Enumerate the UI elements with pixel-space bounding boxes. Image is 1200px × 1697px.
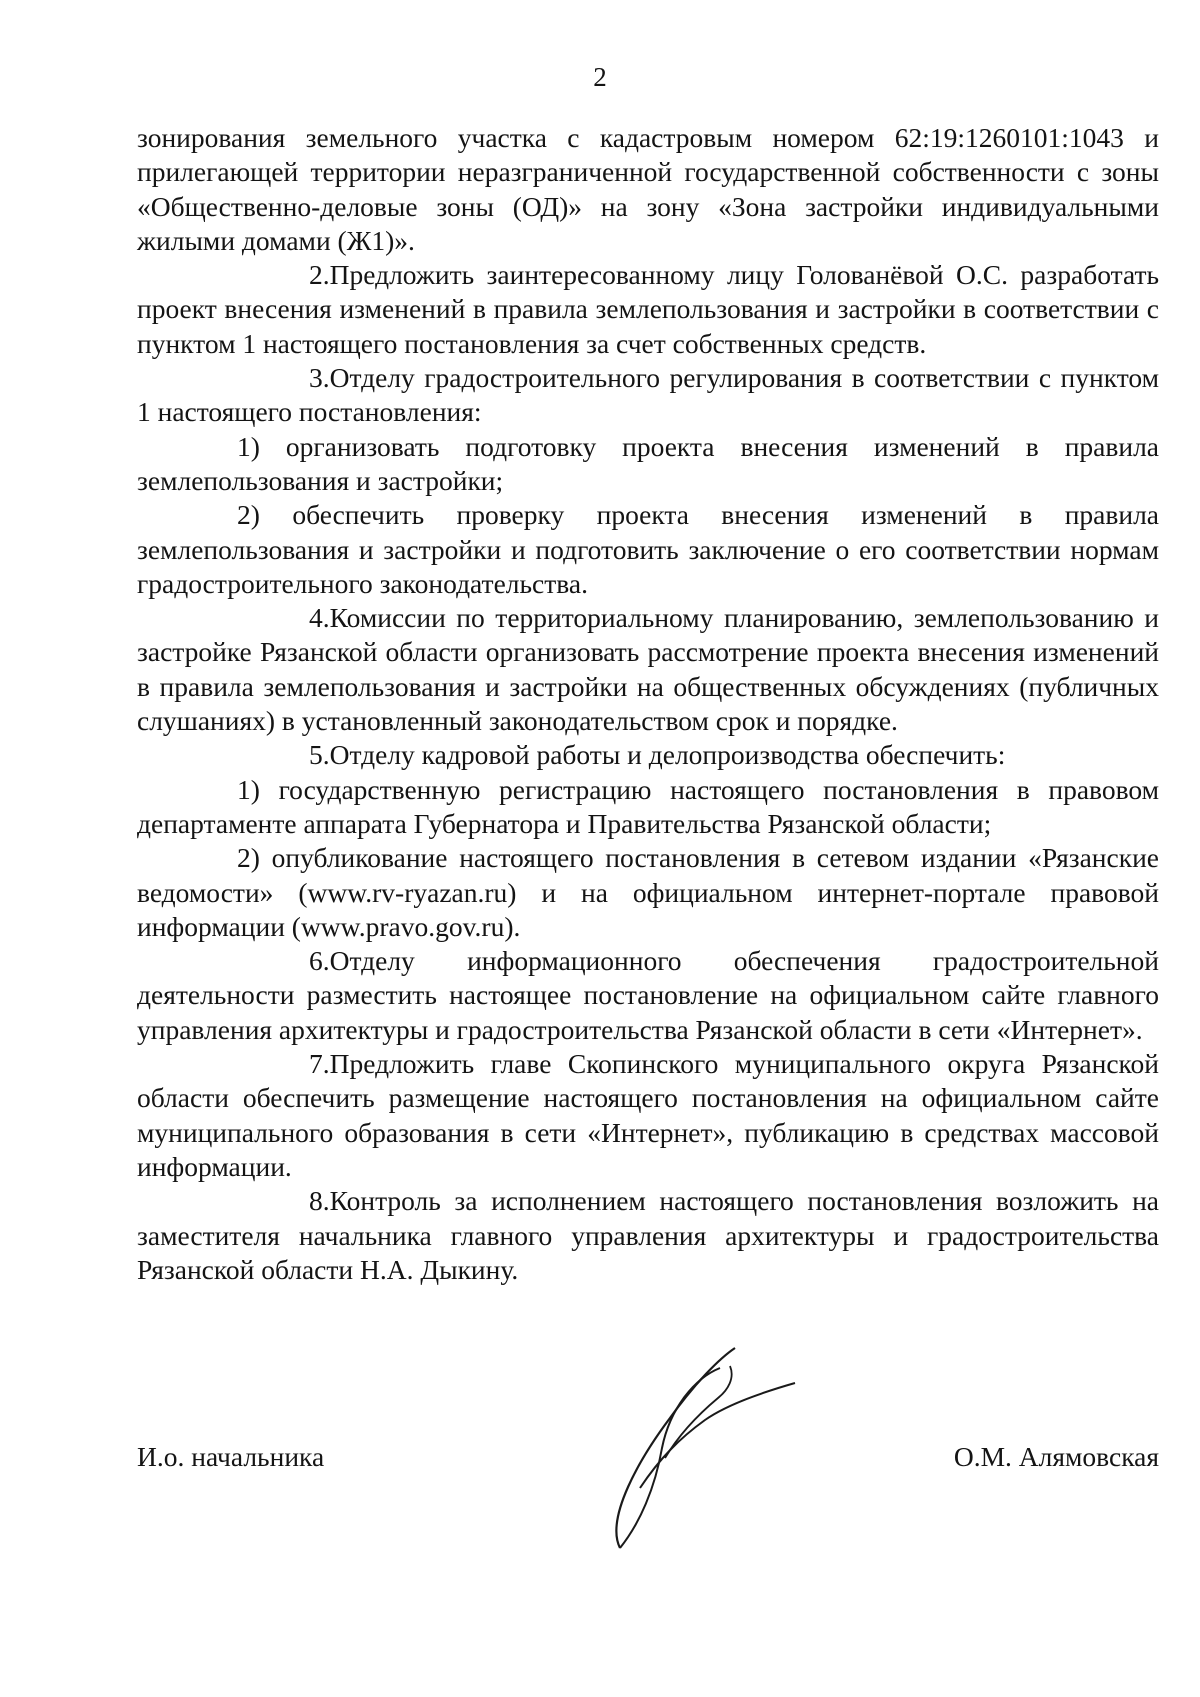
clause-text: Контроль за исполнением настоящего постановления возложить на заместителя начальника главного управления архитектуры и градостроительства Рязанской области Н.А. Дыкину. [137,1185,1159,1285]
clause-text: Отделу градостроительного регулирования в соответствии с пунктом 1 настоящего постановления: [137,362,1159,428]
clause-number: 4. [309,602,330,634]
subclause-text: организовать подготовку проекта внесения изменений в правила землепользования и застройки; [137,430,1160,496]
clause-text: Комиссии по территориальному планированию, землепользованию и застройке Рязанской области организовать рассмотрение проекта внесения изменений в правила землепользования и застройки на общественных обсуждениях (публичных слушаниях) в установленный законодательством срок и порядке. [137,602,1159,737]
clause-5 [137,738,1159,772]
clause-7 [137,1047,1159,1184]
signatory-position: И.о. начальника [137,1441,325,1472]
subclause-number: 1) [237,773,260,805]
clause-number: 2. [309,259,330,291]
subclause-5-2 [137,841,1159,944]
clause-2 [137,258,1159,361]
subclause-text: государственную регистрацию настоящего постановления в правовом департаменте аппарата Губернатора и Правительства Рязанской области; [137,773,1160,839]
subclause-number: 2) [237,499,260,531]
document-body [137,121,1159,1287]
clause-text: Предложить заинтересованному лицу Голованёвой О.С. разработать проект внесения изменений в правила землепользования и застройки в соответствии с пунктом 1 настоящего постановления за счет собственных средств. [137,259,1159,359]
subclause-text: обеспечить проверку проекта внесения изменений в правила землепользования и застройки и подготовить заключение о его соответствии нормам градостроительного законодательства. [137,499,1160,599]
clause-number: 6. [309,945,330,977]
clause-number: 7. [309,1048,330,1080]
clause-6 [137,944,1159,1047]
subclause-text: опубликование настоящего постановления в сетевом издании «Рязанские ведомости» (www.rv-ryazan.ru) и на официальном интернет-портале правовой информации (www.pravo.gov.ru). [137,842,1160,942]
clause-number: 8. [309,1185,330,1217]
clause-number: 5. [309,739,330,771]
clause-text: Отделу кадровой работы и делопроизводства обеспечить: [329,739,1006,771]
clause-8 [137,1184,1159,1287]
clause-4 [137,601,1159,738]
subclause-5-1 [137,773,1159,842]
clause-text: Предложить главе Скопинского муниципального округа Рязанской области обеспечить размещение настоящего постановления на официальном сайте муниципального образования в сети «Интернет», публикацию в средствах массовой информации. [137,1048,1159,1182]
clause-number: 3. [309,362,330,394]
subclause-3-1 [137,430,1159,499]
clause-text: Отделу информационного обеспечения градостроительной деятельности разместить настоящее постановление на официальном сайте главного управления архитектуры и градостроительства Рязанской области в сети «Интернет». [137,945,1159,1045]
signatory-name: О.М. Алямовская [953,1441,1159,1472]
subclause-number: 2) [237,842,260,874]
clause-3 [137,361,1159,430]
subclause-3-2 [137,498,1159,601]
intro-paragraph: зонирования земельного участка с кадастровым номером 62:19:1260101:1043 и прилегающей территории неразграниченной государственной собственности с зоны «Общественно-деловые зоны (ОД)» на зону «Зона застройки индивидуальными жилыми домами (Ж1)». [137,122,1159,256]
page-number: 2 [593,62,607,92]
handwritten-signature [600,1338,810,1558]
subclause-number: 1) [237,430,260,462]
